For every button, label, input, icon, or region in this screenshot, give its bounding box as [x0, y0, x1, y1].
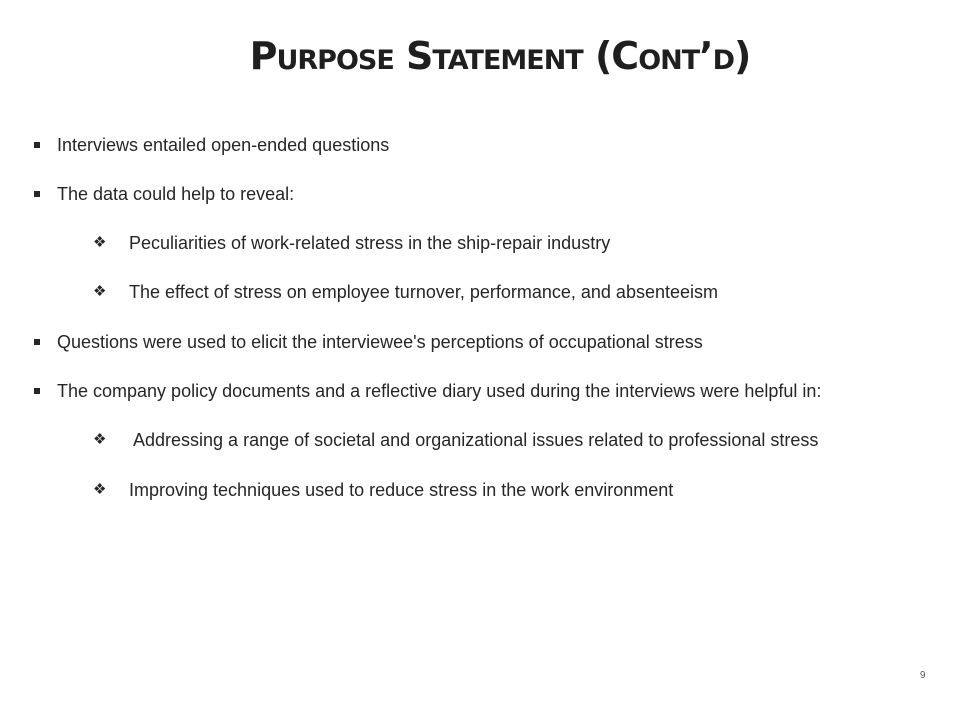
sub-bullet-item: [93, 429, 819, 451]
bullet-item: [57, 134, 389, 156]
sub-bullet-text: Addressing a range of societal and organizational issues related to professional stress: [129, 430, 819, 450]
sub-bullet-item: [93, 281, 718, 303]
diamond-cluster-bullet-icon: ❖: [93, 481, 107, 498]
diamond-cluster-bullet-icon: ❖: [93, 431, 107, 448]
diamond-cluster-bullet-icon: ❖: [93, 234, 107, 251]
sub-bullet-item: [93, 479, 674, 501]
diamond-cluster-bullet-icon: ❖: [93, 283, 107, 300]
bullet-item: [57, 380, 821, 402]
slide-title: Purpose Statement (Cont’d): [249, 34, 751, 78]
square-bullet-icon: [34, 388, 40, 394]
sub-bullet-text: Improving techniques used to reduce stress in the work environment: [129, 480, 674, 500]
sub-bullet-text: Peculiarities of work-related stress in the ship-repair industry: [129, 233, 611, 253]
bullet-text: Interviews entailed open-ended questions: [57, 135, 390, 155]
square-bullet-icon: [34, 339, 40, 345]
bullet-item: [57, 331, 703, 353]
sub-bullet-text: The effect of stress on employee turnover, performance, and absenteeism: [129, 282, 718, 302]
bullet-item: [57, 183, 294, 205]
page-number: 9: [920, 670, 926, 681]
bullet-text: The company policy documents and a reflective diary used during the interviews were helpful in:: [57, 381, 822, 401]
square-bullet-icon: [34, 142, 40, 148]
square-bullet-icon: [34, 191, 40, 197]
bullet-text: Questions were used to elicit the interviewee's perceptions of occupational stress: [57, 332, 703, 352]
bullet-text: The data could help to reveal:: [57, 184, 295, 204]
sub-bullet-item: [93, 232, 611, 254]
